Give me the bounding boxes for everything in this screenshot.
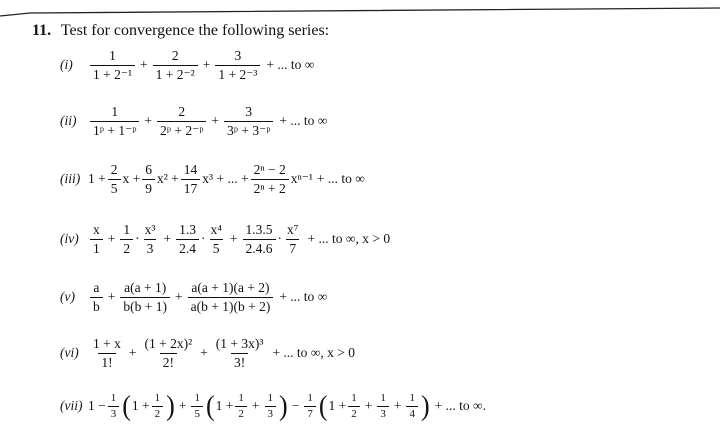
product-dot: · [277, 231, 283, 247]
series-lead: 1 − [88, 398, 106, 414]
term-fraction: $\frac{a(a + 1)(a + 2)}{a(b + 1)(b + 2)}$ [188, 280, 274, 314]
term-fraction: $\frac{a(a + 1)}{b(b + 1)}$ [120, 280, 170, 314]
product-dot: · [135, 231, 140, 247]
exercise-heading [32, 22, 329, 40]
term-fraction: $\frac{3}{\text{1 + 2⁻³}}$ [215, 48, 260, 82]
series-tail: + ... to ∞, x > 0 [272, 345, 356, 361]
term-fraction: $\frac{1}{\text{1ᵖ + 1⁻ᵖ}}$ [90, 104, 139, 138]
series-tail: + ... to ∞ [279, 113, 328, 129]
top-rule [0, 0, 720, 20]
series-tail: + ... to ∞ [266, 57, 315, 73]
series-tail: + ... to ∞, x > 0 [307, 231, 391, 247]
series-label: (iii) [60, 171, 81, 187]
series-i: (i) $\frac{1}{\text{1 + 2⁻¹}}$ + $\frac{2}{\text{1 + 2⁻²}}$ + $\frac{3}{\text{1 + 2⁻³}}$ + ... to ∞ [60, 48, 315, 82]
term-fraction: $\frac{1}{\text{1 + 2⁻¹}}$ [90, 48, 135, 82]
exercise-number: 11. [32, 22, 52, 39]
series-iv: (iv) $\frac{x}{1}$ + $\frac{1}{2}$ · $\frac{\text{x³}}{3}$ + $\frac{1.3}{2.4}$ · $\frac{\text{x⁴}}{5}$ + $\frac{1.3.5}{2.4.6}$ · $\frac{\text{x⁷}}{7}$ + ... to ∞, x > 0 [60, 222, 391, 256]
product-dot: · [200, 231, 206, 247]
term-fraction: $\frac{\text{x⁷}}{7}$ [287, 222, 299, 256]
series-v: (v) $\frac{a}{b}$ + $\frac{a(a + 1)}{b(b + 1)}$ + $\frac{a(a + 1)(a + 2)}{a(b + 1)(b + 2)}$ + ... to ∞ [60, 280, 328, 314]
term-factor: x³ + ... + [202, 171, 249, 187]
term-factor: x² + [157, 171, 179, 187]
series-iii [60, 162, 365, 196]
term-fraction: $\frac{2}{5}$ [108, 162, 121, 196]
term-fraction: $\frac{1 + x}{1!}$ [93, 336, 121, 370]
series-label: (iv) [60, 231, 79, 247]
series-label: (vi) [60, 345, 79, 361]
term-fraction: $\frac{2}{\text{1 + 2⁻²}}$ [153, 48, 198, 82]
term-fraction: $\frac{3}{\text{3ᵖ + 3⁻ᵖ}}$ [224, 104, 273, 138]
series-label: (v) [60, 289, 75, 305]
series-label: (ii) [60, 113, 77, 129]
term-fraction: $\frac{x}{1}$ [90, 222, 103, 256]
series-ii: (ii) $\frac{1}{\text{1ᵖ + 1⁻ᵖ}}$ + $\frac{2}{\text{2ᵖ + 2⁻ᵖ}}$ + $\frac{3}{\text{3ᵖ + 3⁻ᵖ}}$ + ... to ∞ [60, 104, 328, 138]
term-fraction: $\frac{2}{\text{2ᵖ + 2⁻ᵖ}}$ [157, 104, 206, 138]
term-fraction: $\frac{\text{x⁴}}{5}$ [210, 222, 222, 256]
series-tail: + ... to ∞ [279, 289, 328, 305]
series-vii: (vii) 1 − $\frac{1}{3}$ ( 1 + $\frac{1}{2}$ ) + $\frac{1}{5}$ ( 1 + $\frac{1}{2}$ + $\frac{1}{3}$ ) − $\frac{1}{7}$ ( 1 + $\frac{1}{2}$ + $\frac{1}{3}$ + $\frac{1}{4}$ ) + ... to ∞. [60, 389, 487, 422]
term-factor: x + [122, 171, 141, 187]
series-tail: + ... to ∞ [316, 171, 365, 187]
term-factor: xⁿ⁻¹ [290, 171, 313, 187]
series-vi: (vi) $\frac{1 + x}{1!}$ + $\frac{\text{(1 + 2x)²}}{2!}$ + $\frac{\text{(1 + 3x)³}}{3!}$ + ... to ∞, x > 0 [60, 336, 356, 370]
term-fraction: $\frac{14}{17}$ [181, 162, 201, 196]
series-label: (i) [60, 57, 73, 73]
exercise-instruction: Test for convergence the following series: [60, 22, 330, 39]
term-fraction: $\frac{\text{2ⁿ − 2}}{\text{2ⁿ + 2}}$ [251, 162, 289, 196]
series-lead: 1 + [88, 171, 106, 187]
term-fraction: $\frac{\text{(1 + 3x)³}}{3!}$ [215, 336, 264, 370]
term-fraction: $\frac{1.3.5}{2.4.6}$ [243, 222, 276, 256]
term-fraction: $\frac{\text{(1 + 2x)²}}{2!}$ [144, 336, 193, 370]
term-fraction: $\frac{1}{2}$ [120, 222, 133, 256]
term-fraction: $\frac{6}{9}$ [142, 162, 155, 196]
term-fraction: $\frac{\text{x³}}{3}$ [144, 222, 156, 256]
term-fraction: $\frac{1.3}{2.4}$ [176, 222, 199, 256]
series-tail: + ... to ∞. [434, 398, 487, 414]
term-fraction: $\frac{a}{b}$ [90, 280, 103, 314]
series-label: (vii) [60, 398, 83, 414]
